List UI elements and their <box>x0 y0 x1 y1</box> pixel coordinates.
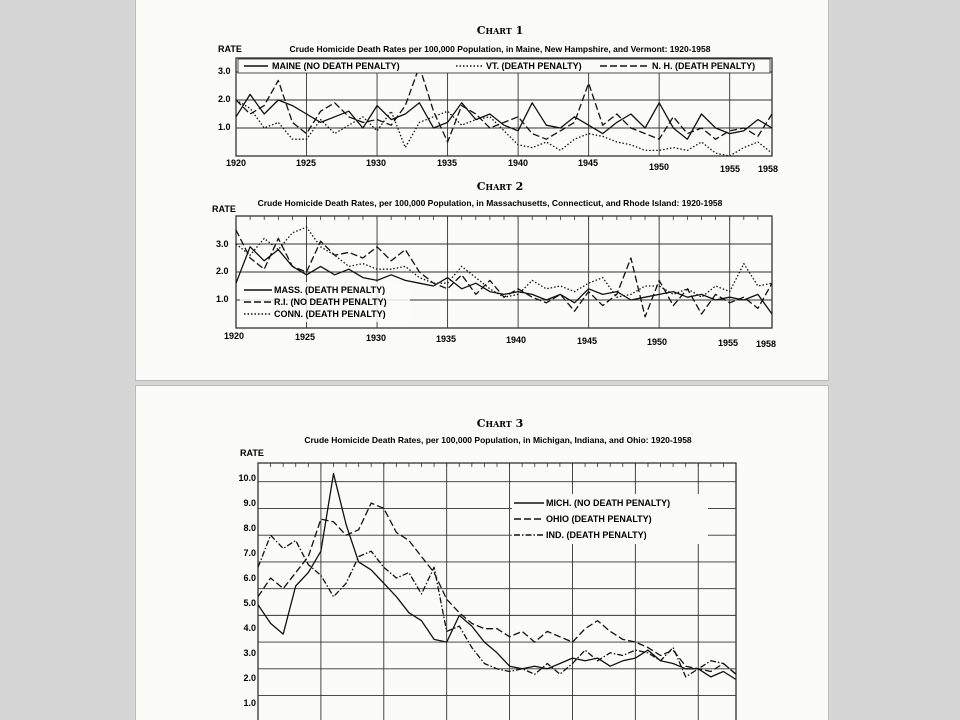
chart-2-y-tick: 3.0 <box>216 239 229 249</box>
chart-1-x-tick: 1920 <box>225 158 247 168</box>
chart-3-y-ticks <box>238 473 256 708</box>
chart-1-x-tick: 1930 <box>365 158 387 168</box>
chart-1-x-tick: 1950 <box>648 162 670 172</box>
chart-2-legend-label: R.I. (NO DEATH PENALTY) <box>274 297 387 307</box>
chart-2-title: Chart 2 <box>476 180 524 193</box>
chart-1-x-tick: 1925 <box>295 158 317 168</box>
chart-3-y-tick: 3.0 <box>243 648 256 658</box>
chart-2-legend-label: MASS. (DEATH PENALTY) <box>274 285 386 295</box>
chart-3-y-tick: 8.0 <box>243 523 256 533</box>
chart-2-x-tick: 1920 <box>223 331 245 341</box>
chart-1-y-tick: 1.0 <box>218 122 231 132</box>
chart-3-legend-label: MICH. (NO DEATH PENALTY) <box>546 498 671 508</box>
chart-2-x-tick: 1945 <box>576 336 598 346</box>
chart-2-x-tick: 1950 <box>646 337 668 347</box>
chart-2-x-tick: 1925 <box>294 332 316 342</box>
chart-1-legend-label: MAINE (NO DEATH PENALTY) <box>272 61 400 71</box>
chart-1-legend <box>238 59 770 73</box>
chart-3 <box>238 417 736 720</box>
chart-2 <box>212 180 776 349</box>
chart-2-x-tick: 1958 <box>755 339 777 349</box>
chart-1-x-tick: 1935 <box>436 158 458 168</box>
chart-2-x-tick: 1935 <box>435 334 457 344</box>
chart-3-y-tick: 1.0 <box>243 698 256 708</box>
chart-3-legend-label: OHIO (DEATH PENALTY) <box>546 514 652 524</box>
chart-2-subtitle: Crude Homicide Death Rates, per 100,000 Population, in Massachusetts, Connecticut, and Rhode Island: 1920-1958 <box>257 198 723 208</box>
chart-3-legend-label: IND. (DEATH PENALTY) <box>546 530 647 540</box>
chart-1-x-tick: 1945 <box>577 158 599 168</box>
chart-3-y-tick: 7.0 <box>243 548 256 558</box>
chart-1-x-tick: 1940 <box>507 158 529 168</box>
chart-2-y-axis-label: RATE <box>212 204 236 214</box>
chart-1-x-tick: 1958 <box>757 164 779 174</box>
chart-2-y-tick: 2.0 <box>216 266 229 276</box>
chart-3-subtitle: Crude Homicide Death Rates, per 100,000 Population, in Michigan, Indiana, and Ohio: 1920-1958 <box>304 435 692 445</box>
chart-1-legend-label: N. H. (DEATH PENALTY) <box>652 61 756 71</box>
chart-1-y-axis-label: RATE <box>218 44 242 54</box>
chart-3-y-axis-label: RATE <box>240 448 264 458</box>
chart-2-y-tick: 1.0 <box>216 294 229 304</box>
chart-3-y-tick: 5.0 <box>243 598 256 608</box>
chart-1-y-tick: 3.0 <box>218 66 231 76</box>
chart-2-legend <box>240 282 410 322</box>
chart-3-title: Chart 3 <box>476 417 524 430</box>
chart-3-y-tick: 4.0 <box>243 623 256 633</box>
chart-1-title: Chart 1 <box>476 24 524 37</box>
chart-1-x-tick: 1955 <box>719 164 741 174</box>
chart-1 <box>218 24 778 174</box>
chart-3-y-tick: 10.0 <box>238 473 256 483</box>
chart-1-legend-label: VT. (DEATH PENALTY) <box>486 61 582 71</box>
chart-2-legend-label: CONN. (DEATH PENALTY) <box>274 309 386 319</box>
chart-1-series-lines <box>236 66 772 156</box>
chart-1-subtitle: Crude Homicide Death Rates per 100,000 Population, in Maine, New Hampshire, and Vermont: 1920-1958 <box>289 44 711 54</box>
chart-3-y-tick: 6.0 <box>243 573 256 583</box>
chart-3-y-tick: 9.0 <box>243 498 256 508</box>
chart-2-x-tick: 1930 <box>365 333 387 343</box>
chart-3-y-tick: 2.0 <box>243 673 256 683</box>
chart-3-series-line-3 <box>258 535 736 677</box>
chart-2-x-tick: 1940 <box>505 335 527 345</box>
chart-2-x-tick: 1955 <box>717 338 739 348</box>
chart-3-legend <box>512 494 708 544</box>
chart-1-y-tick: 2.0 <box>218 94 231 104</box>
